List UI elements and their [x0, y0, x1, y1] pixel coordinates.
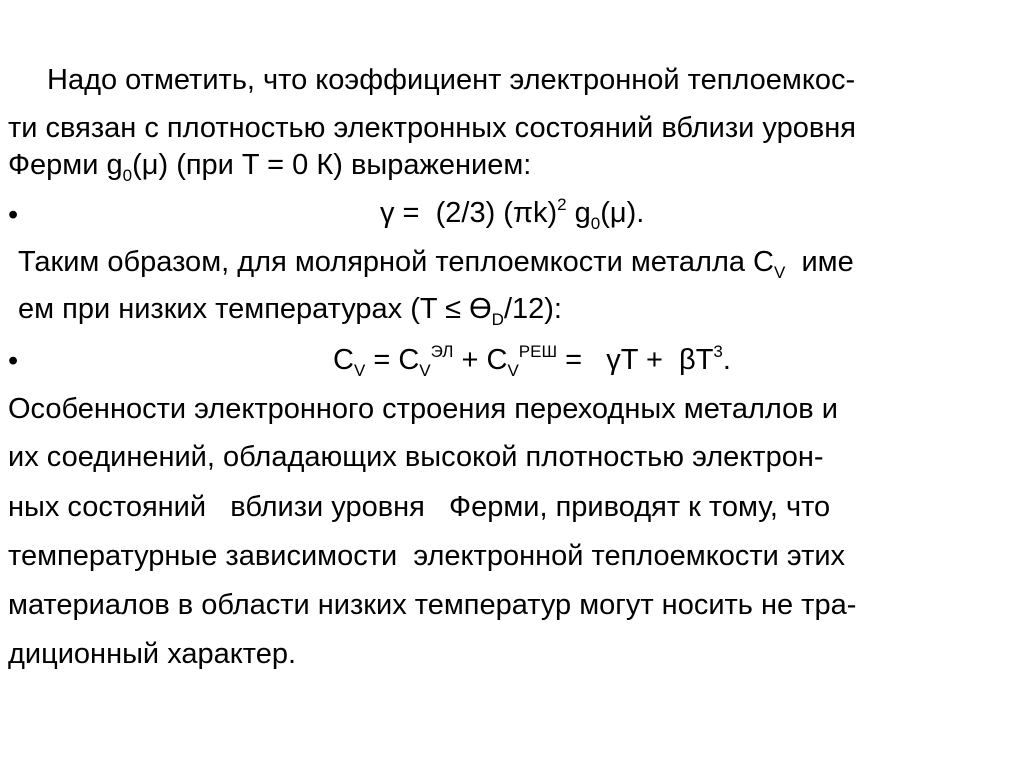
- p3-line-2: их соединений, обладающих высокой плотностью электрон-: [8, 441, 824, 473]
- p1-line-1: Надо отметить, что коэффициент электронной теплоемкос-: [47, 64, 856, 96]
- p1-line-2: ти связан с плотностью электронных состояний вблизи уровня: [8, 112, 856, 144]
- p3-line-5: материалов в области низких температур могут носить не тра-: [8, 589, 857, 621]
- p3-line-1: Особенности электронного строения переходных металлов и: [8, 393, 838, 425]
- p3-line-6: диционный характер.: [8, 638, 297, 670]
- p3-line-4: температурные зависимости электронной теплоемкости этих: [8, 540, 846, 572]
- p3-line-3: ных состояний вблизи уровня Ферми, приводят к тому, что: [8, 491, 831, 523]
- p2-line-1: Таким образом, для молярной теплоемкости металла $C_V$ име: [18, 246, 854, 282]
- p1-line-3: Ферми $g_0(\mu)$ (при T = 0 К) выражением:: [8, 149, 532, 185]
- p2-line-2: ем при низких температурах $(T \le Ө_D/12)$:: [18, 293, 562, 329]
- bullet-2: •: [8, 345, 19, 377]
- formula-gamma: γ = (2/3) $(\pi k)^2$ $g_0(\mu)$.: [380, 195, 645, 233]
- bullet-1: •: [8, 199, 19, 231]
- formula-cv: $C_V = C_V^{ЭЛ} + C_V^{РЕШ} = \gamma T + \beta T^3$.: [333, 342, 731, 380]
